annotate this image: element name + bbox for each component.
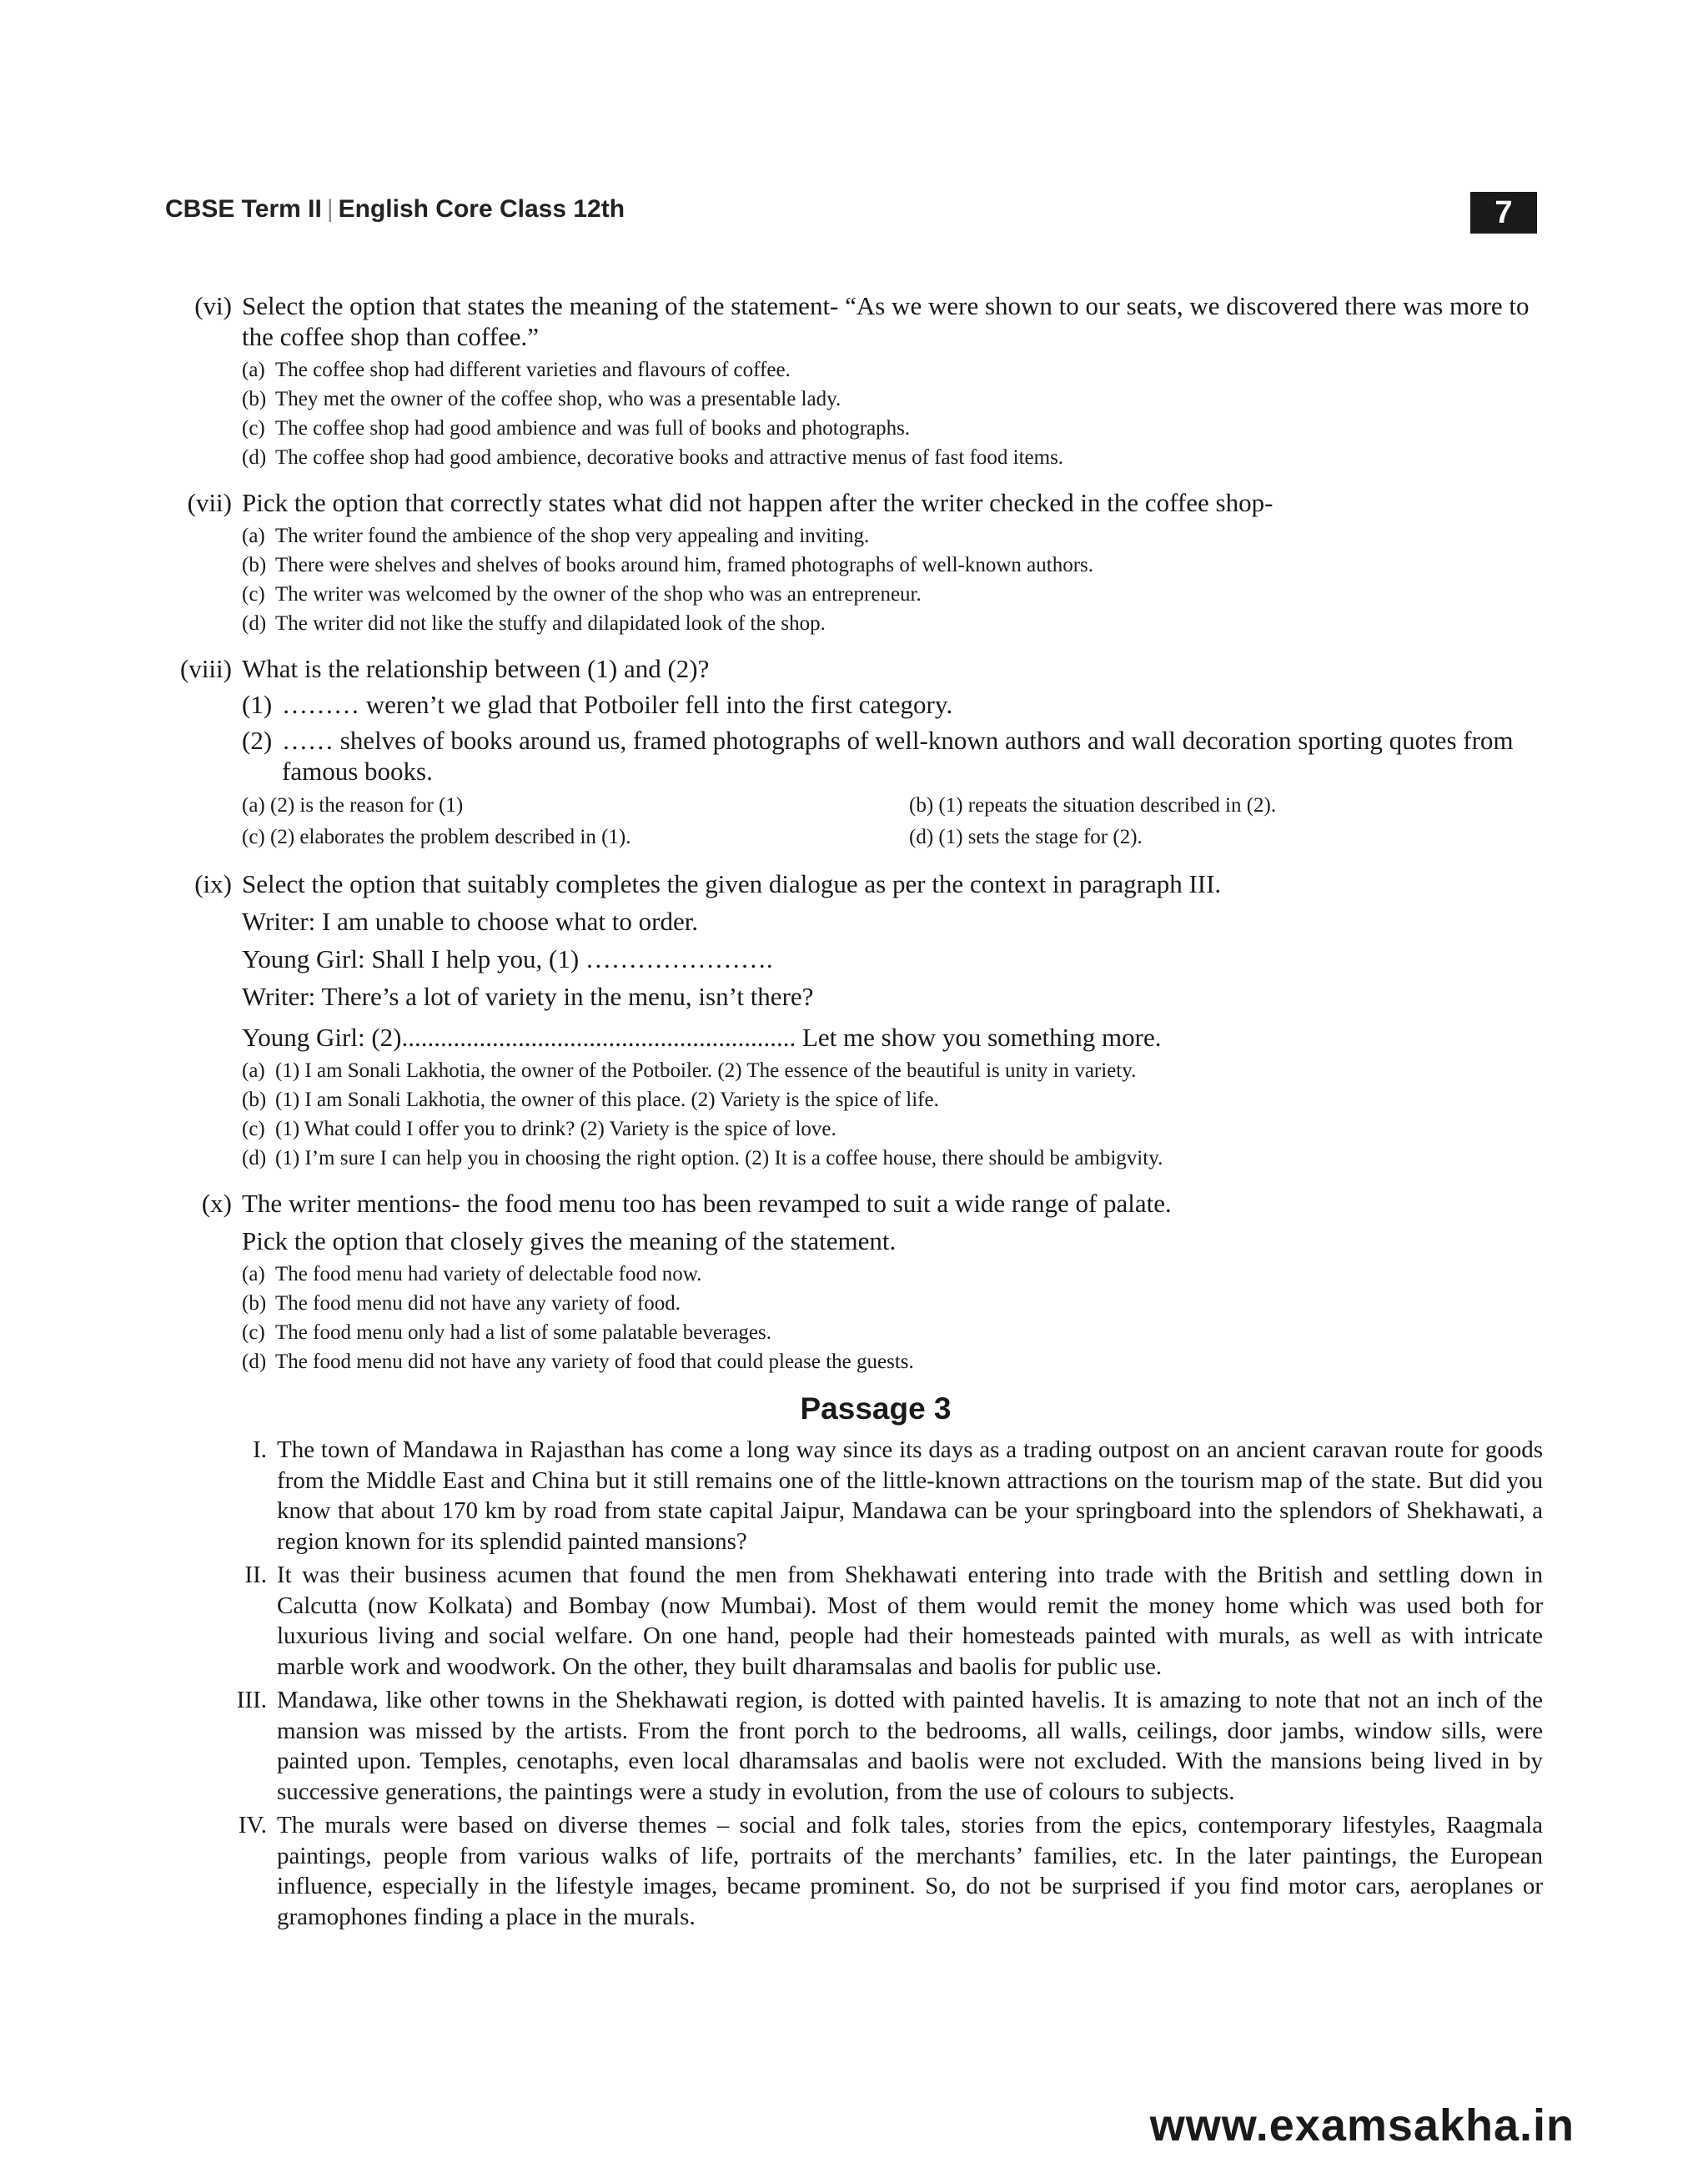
book-title: English Core Class 12th xyxy=(338,195,625,223)
option-d xyxy=(242,1347,1543,1376)
option-b xyxy=(242,1085,1543,1114)
options-list xyxy=(242,1260,1543,1376)
option-label: (b) xyxy=(242,554,267,576)
option-c xyxy=(242,1114,1543,1144)
option-a xyxy=(242,355,1543,385)
statement-text: …… shelves of books around us, framed photographs of well-known authors and wall decoration sporting quotes from famous books. xyxy=(282,726,1514,786)
paragraph-text: The town of Mandawa in Rajasthan has come a long way since its days as a trading outpost on an ancient caravan route for goods from the Middle East and China but it still remains one of the little-known attractions on the tourism map of the state. But did you know that about 170 km by road from state capital Jaipur, Mandawa can be your springboard into the splendors of Shekhawati, a region known for its splendid painted mansions? xyxy=(277,1436,1543,1555)
page-header xyxy=(165,192,1537,234)
option-text: The food menu did not have any variety of food. xyxy=(275,1292,681,1315)
option-b xyxy=(242,551,1543,580)
passage-title: Passage 3 xyxy=(800,1391,952,1426)
paragraph-label: IV. xyxy=(238,1812,267,1838)
option-b xyxy=(242,385,1543,414)
option-label: (a) xyxy=(242,794,265,817)
option-text: (1) I am Sonali Lakhotia, the owner of the Potboiler. (2) The essence of the beautiful is unity in variety. xyxy=(275,1059,1137,1082)
question-instruction: Pick the option that closely gives the meaning of the statement. xyxy=(242,1226,897,1255)
question-text: Select the option that suitably completes the given dialogue as per the context in paragraph III. xyxy=(242,869,1222,898)
paragraph-text: It was their business acumen that found the men from Shekhawati entering into trade with the British and settling down in Calcutta (now Kolkata) and Bombay (now Mumbai). Most of them would remit the money home which was used both for luxurious living and social welfare. On one hand, people had their homesteads painted with murals, as well as with intricate marble work and woodwork. On the other, they built dharamsalas and baolis for public use. xyxy=(277,1562,1543,1680)
option-c xyxy=(242,580,1543,609)
option-label: (c) xyxy=(242,583,265,606)
option-text: (1) What could I offer you to drink? (2) Variety is the spice of love. xyxy=(275,1118,836,1140)
option-b xyxy=(909,790,1543,822)
option-text: The writer found the ambience of the shop very appealing and inviting. xyxy=(275,525,870,547)
dialogue-line: Young Girl: Shall I help you, (1) …………………. xyxy=(242,944,773,973)
statement-2 xyxy=(242,725,1543,787)
option-label: (d) xyxy=(242,612,267,635)
option-c xyxy=(242,822,909,853)
option-label: (b) xyxy=(242,1292,267,1315)
website-url: www.examsakha.in xyxy=(1149,2100,1575,2150)
option-text: There were shelves and shelves of books around him, framed photographs of well-known authors. xyxy=(275,554,1093,576)
question-x xyxy=(158,1188,1543,1376)
question-number: (viii) xyxy=(180,654,232,683)
option-label: (a) xyxy=(242,359,265,381)
option-label: (d) xyxy=(242,446,267,469)
question-number: (x) xyxy=(201,1189,232,1218)
option-text: (1) I’m sure I can help you in choosing the right option. (2) It is a coffee house, there should be ambigvity. xyxy=(275,1147,1163,1169)
option-text: The writer did not like the stuffy and dilapidated look of the shop. xyxy=(275,612,826,635)
statement-text: ……… weren’t we glad that Potboiler fell into the first category. xyxy=(282,690,953,719)
question-text: Select the option that states the meaning of the statement- “As we were shown to our seats, we discovered there was more to the coffee shop than coffee.” xyxy=(242,291,1530,351)
statement-label: (2) xyxy=(242,726,273,755)
question-vii xyxy=(158,487,1543,638)
paragraph-text: Mandawa, like other towns in the Shekhawati region, is dotted with painted havelis. It is amazing to note that not an inch of the mansion was missed by the artists. From the front porch to the bedrooms, all walls, ceilings, door jambs, window sills, were painted upon. Temples, cenotaphs, even local dharamsalas and baolis were not excluded. With the mansions being lived in by successive generations, the paintings were a study in evolution, from the use of colours to subjects. xyxy=(277,1687,1543,1805)
option-label: (d) xyxy=(909,826,934,848)
book-series: CBSE Term II xyxy=(165,195,322,223)
passage-paragraph xyxy=(158,1810,1543,1932)
paragraph-label: II. xyxy=(244,1562,267,1588)
options-list xyxy=(242,521,1543,638)
option-label: (a) xyxy=(242,1263,265,1285)
question-text: The writer mentions- the food menu too has been revamped to suit a wide range of palate. xyxy=(242,1189,1172,1218)
option-label: (d) xyxy=(242,1351,267,1373)
question-viii xyxy=(158,653,1543,853)
option-c xyxy=(242,1318,1543,1347)
passage-paragraph xyxy=(158,1685,1543,1807)
option-text: (2) is the reason for (1) xyxy=(270,794,464,817)
question-ix xyxy=(158,868,1543,1173)
passage-paragraph xyxy=(158,1435,1543,1557)
option-text: (2) elaborates the problem described in (1). xyxy=(270,826,631,848)
paragraph-label: III. xyxy=(236,1687,267,1713)
option-text: (1) sets the stage for (2). xyxy=(938,826,1143,848)
header-separator: | xyxy=(326,195,334,223)
option-label: (a) xyxy=(242,1059,265,1082)
option-a xyxy=(242,790,909,822)
option-text: The coffee shop had good ambience and was full of books and photographs. xyxy=(275,417,911,440)
question-number: (vi) xyxy=(194,291,232,320)
option-text: (1) repeats the situation described in (2). xyxy=(938,794,1277,817)
option-label: (b) xyxy=(242,1089,267,1111)
option-label: (b) xyxy=(909,794,934,817)
option-text: The writer was welcomed by the owner of the shop who was an entrepreneur. xyxy=(275,583,922,606)
question-text: Pick the option that correctly states what did not happen after the writer checked in the coffee shop- xyxy=(242,488,1273,517)
options-grid xyxy=(242,790,1543,853)
option-label: (c) xyxy=(242,826,265,848)
option-a xyxy=(242,521,1543,551)
header-title xyxy=(165,195,625,224)
option-d xyxy=(242,1144,1543,1173)
option-label: (b) xyxy=(242,388,267,410)
option-c xyxy=(242,414,1543,443)
question-number: (vii) xyxy=(187,488,232,517)
option-d xyxy=(242,609,1543,638)
page-number: 7 xyxy=(1470,192,1537,234)
option-a xyxy=(242,1260,1543,1289)
option-d xyxy=(909,822,1543,853)
dialogue-line: Writer: I am unable to choose what to order. xyxy=(242,907,699,936)
option-label: (d) xyxy=(242,1147,267,1169)
option-text: The coffee shop had good ambience, decorative books and attractive menus of fast food items. xyxy=(275,446,1064,469)
option-d xyxy=(242,443,1543,472)
option-text: The food menu had variety of delectable food now. xyxy=(275,1263,702,1285)
page-content xyxy=(158,290,1543,1935)
option-label: (a) xyxy=(242,525,265,547)
paragraph-label: I. xyxy=(253,1436,267,1463)
question-text: What is the relationship between (1) and (2)? xyxy=(242,654,710,683)
options-list xyxy=(242,1056,1543,1173)
dialogue-line: Writer: There’s a lot of variety in the menu, isn’t there? xyxy=(242,982,814,1011)
option-text: (1) I am Sonali Lakhotia, the owner of this place. (2) Variety is the spice of life. xyxy=(275,1089,939,1111)
option-label: (c) xyxy=(242,417,265,440)
question-vi xyxy=(158,290,1543,472)
question-number: (ix) xyxy=(194,869,232,898)
paragraph-text: The murals were based on diverse themes – social and folk tales, stories from the epics, contemporary lifestyles, Raagmala paintings, people from various walks of life, portraits of the merchants’ families, etc. In the later paintings, the European influence, especially in the lifestyle images, became prominent. So, do not be surprised if you find motor cars, aeroplanes or gramophones finding a place in the murals. xyxy=(277,1812,1543,1930)
option-a xyxy=(242,1056,1543,1085)
option-text: The food menu only had a list of some palatable beverages. xyxy=(275,1321,771,1344)
dialogue-line: Young Girl: (2)............................................................. Let me show you something more. xyxy=(242,1023,1162,1052)
statement-label: (1) xyxy=(242,690,273,719)
statement-1 xyxy=(242,689,1543,720)
option-label: (c) xyxy=(242,1321,265,1344)
option-text: The coffee shop had different varieties and flavours of coffee. xyxy=(275,359,791,381)
option-text: They met the owner of the coffee shop, who was a presentable lady. xyxy=(275,388,841,410)
option-label: (c) xyxy=(242,1118,265,1140)
option-b xyxy=(242,1289,1543,1318)
options-list xyxy=(242,355,1543,472)
passage-paragraph xyxy=(158,1560,1543,1682)
option-text: The food menu did not have any variety of food that could please the guests. xyxy=(275,1351,914,1373)
